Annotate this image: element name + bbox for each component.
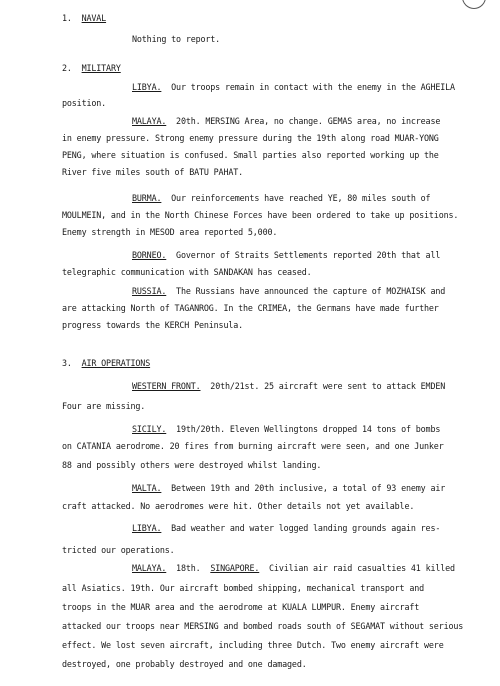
section-number: 1. [62,13,72,23]
para-russia-line-1 [132,286,445,296]
para-heading: BORNEO. [132,250,167,260]
para-libya-air-line-1 [132,523,440,533]
section-title: NAVAL [81,13,107,23]
body-line: tricted our operations. [62,545,175,555]
para-date: 18th. [176,563,201,573]
para-heading: MALTA. [132,483,162,493]
section-number: 2. [62,63,72,73]
body-line: on CATANIA aerodrome. 20 fires from burning aircraft were seen, and one Junker [62,441,444,451]
para-heading: SINGAPORE. [210,563,260,573]
para-malaya-air-line-1 [132,563,455,573]
para-text: Bad weather and water logged landing grounds again res- [171,523,441,533]
section-3-heading [62,358,150,368]
body-line: attacked our troops near MERSING and bombed roads south of SEGAMAT without serious [62,621,464,631]
body-line: Nothing to report. [132,34,221,44]
body-line: craft attacked. No aerodromes were hit. Other details not yet available. [62,501,415,511]
body-line: River five miles south of BATU PAHAT. [62,167,244,177]
section-2-heading [62,63,121,73]
body-line: Four are missing. [62,401,146,411]
body-line: effect. We lost seven aircraft, including three Dutch. Two enemy aircraft were [62,640,444,650]
para-text: Civilian air raid casualties 41 killed [269,563,455,573]
para-malaya-line-1 [132,116,440,126]
body-line: troops in the MUAR area and the aerodrome at KUALA LUMPUR. Enemy aircraft [62,602,420,612]
body-line: position. [62,98,107,108]
para-heading: MALAYA. [132,563,167,573]
section-title: AIR OPERATIONS [81,358,151,368]
corner-scribble [462,0,486,9]
body-line: MOULMEIN, and in the North Chinese Forces have been ordered to take up positions. [62,210,459,220]
para-heading: WESTERN FRONT. [132,381,201,391]
para-text: 19th/20th. Eleven Wellingtons dropped 14 tons of bombs [176,424,441,434]
section-number: 3. [62,358,72,368]
body-line: telegraphic communication with SANDAKAN has ceased. [62,267,312,277]
body-line: all Asiatics. 19th. Our aircraft bombed shipping, mechanical transport and [62,583,425,593]
para-sicily-line-1 [132,424,440,434]
para-borneo-line-1 [132,250,440,260]
para-burma-line-1 [132,193,430,203]
section-title: MILITARY [81,63,121,73]
para-malta-line-1 [132,483,445,493]
body-line: PENG, where situation is confused. Small parties also reported working up the [62,150,439,160]
para-heading: BURMA. [132,193,162,203]
body-line: in enemy pressure. Strong enemy pressure during the 19th along road MUAR-YONG [62,133,439,143]
section-1-heading [62,13,106,23]
body-line: 88 and possibly others were destroyed whilst landing. [62,460,322,470]
para-text: 20th/21st. 25 aircraft were sent to attack EMDEN [210,381,446,391]
para-text: Our troops remain in contact with the enemy in the AGHEILA [171,82,455,92]
para-text: Our reinforcements have reached YE, 80 miles south of [171,193,431,203]
para-heading: LIBYA. [132,523,162,533]
body-line: are attacking North of TAGANROG. In the CRIMEA, the Germans have made further [62,303,439,313]
body-line: progress towards the KERCH Peninsula. [62,320,244,330]
para-western-front-line-1 [132,381,445,391]
para-heading: MALAYA. [132,116,167,126]
para-heading: LIBYA. [132,82,162,92]
para-text: Governor of Straits Settlements reported 20th that all [176,250,441,260]
para-text: 20th. MERSING Area, no change. GEMAS area, no increase [176,116,441,126]
para-text: The Russians have announced the capture of MOZHAISK and [176,286,446,296]
para-heading: RUSSIA. [132,286,167,296]
body-line: Enemy strength in MESOD area reported 5,000. [62,227,278,237]
para-heading: SICILY. [132,424,167,434]
body-line: destroyed, one probably destroyed and one damaged. [62,659,307,669]
para-text: Between 19th and 20th inclusive, a total of 93 enemy air [171,483,446,493]
para-libya-line-1 [132,82,455,92]
